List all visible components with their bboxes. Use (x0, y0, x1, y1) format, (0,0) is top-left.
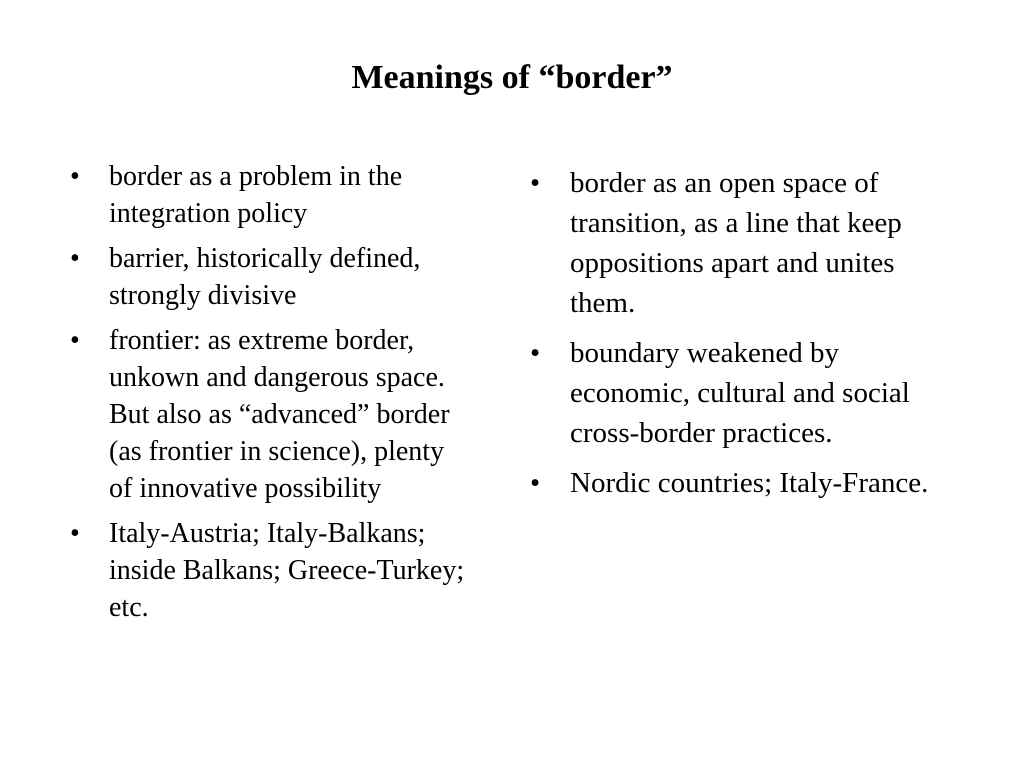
list-item (70, 515, 470, 626)
list-item (530, 463, 950, 503)
list-item (70, 240, 470, 314)
bullet-icon: • (70, 518, 80, 549)
bullet-icon: • (530, 467, 541, 499)
left-bullet-list (70, 158, 470, 634)
bullet-icon: • (70, 161, 80, 192)
slide-title: Meanings of “border” (351, 59, 673, 96)
list-item-text: barrier, historically defined, strongly divisive (109, 243, 421, 311)
bullet-icon: • (70, 243, 80, 274)
list-item-text: frontier: as extreme border, unkown and dangerous space. But also as “advanced” border (as frontier in science), plenty of innovative possibility (109, 325, 450, 504)
bullet-icon: • (530, 337, 541, 369)
list-item (70, 158, 470, 232)
list-item-text: boundary weakened by economic, cultural and social cross-border practices. (570, 337, 910, 449)
list-item (530, 333, 950, 453)
list-item-text: Italy-Austria; Italy-Balkans; inside Balkans; Greece-Turkey; etc. (109, 518, 465, 623)
list-item (70, 322, 470, 507)
list-item-text: border as a problem in the integration policy (109, 161, 403, 229)
list-item-text: Nordic countries; Italy-France. (570, 467, 929, 499)
bullet-icon: • (70, 325, 80, 356)
bullet-icon: • (530, 167, 541, 199)
list-item (530, 163, 950, 323)
list-item-text: border as an open space of transition, as a line that keep oppositions apart and unites them. (570, 167, 902, 319)
right-bullet-list (530, 163, 950, 513)
